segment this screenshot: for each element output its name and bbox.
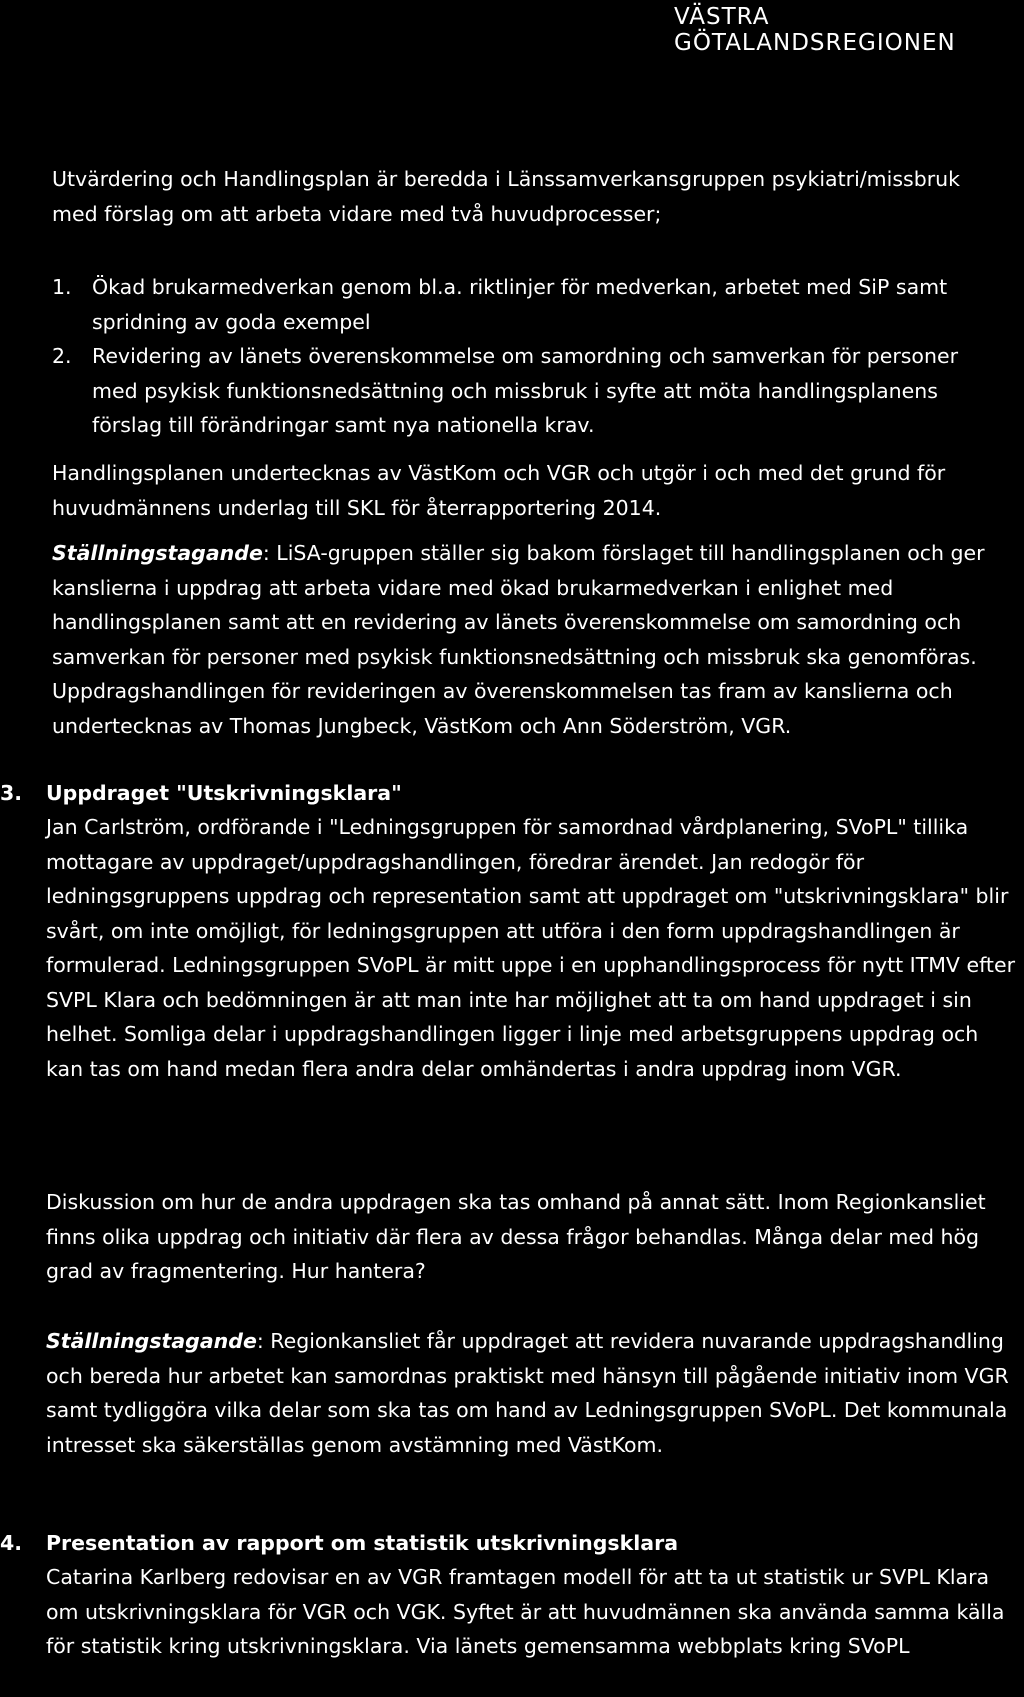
stallningstagande-label: Ställningstagande	[46, 1329, 257, 1353]
logo-line-2: GÖTALANDSREGIONEN	[674, 30, 956, 56]
list-number: 1.	[52, 275, 72, 299]
list-text: Revidering av länets överenskommelse om samordning och samverkan för personer med psykisk funktionsnedsättning och missbruk i syfte att möta handlingsplanens förslag till förändringar samt nya nationella krav.	[92, 344, 959, 437]
diskussion-paragraph: Diskussion om hur de andra uppdragen ska tas omhand på annat sätt. Inom Regionkansliet finns olika uppdrag och initiativ där flera av dessa frågor behandlas. Många delar med hög grad av fragmentering. Hur hantera?	[46, 1190, 986, 1283]
agenda-number: 3.	[0, 781, 23, 805]
agenda-number: 4.	[0, 1531, 23, 1555]
vgr-logo	[674, 4, 956, 56]
list-text: Ökad brukarmedverkan genom bl.a. riktlinjer för medverkan, arbetet med SiP samt spridning av goda exempel	[92, 275, 948, 334]
handlingsplan-paragraph: Handlingsplanen undertecknas av VästKom och VGR och utgör i och med det grund för huvudmännens underlag till SKL för återrapportering 2014.	[52, 461, 946, 520]
stallningstagande-label: Ställningstagande	[52, 541, 263, 565]
agenda-title: Uppdraget "Utskrivningsklara"	[46, 781, 402, 805]
stallningstagande-paragraph-2	[46, 1324, 1016, 1462]
stallningstagande-paragraph	[52, 536, 1012, 743]
stallningstagande-text: : Regionkansliet får uppdraget att revidera nuvarande uppdragshandling och bereda hur arbetet kan samordnas praktiskt med hänsyn till pågående initiativ inom VGR samt tydliggöra vilka delar som ska tas om hand av Ledningsgruppen SVoPL. Det kommunala intresset ska säkerställas genom avstämning med VästKom.	[46, 1329, 1009, 1457]
agenda-title: Presentation av rapport om statistik utskrivningsklara	[46, 1531, 679, 1555]
logo-line-1: VÄSTRA	[674, 4, 770, 30]
agenda-body: Jan Carlström, ordförande i "Ledningsgruppen för samordnad vårdplanering, SVoPL" tillika mottagare av uppdraget/uppdragshandlingen, föredrar ärendet. Jan redogör för ledningsgruppens uppdrag och representation samt att uppdraget om "utskrivningsklara" blir svårt, om inte omöjligt, för ledningsgruppen att utföra i den form uppdragshandlingen är formulerad. Ledningsgruppen SVoPL är mitt uppe i en upphandlingsprocess för nytt ITMV efter SVPL Klara och bedömningen är att man inte har möjlighet att ta om hand uppdraget i sin helhet. Somliga delar i uppdragshandlingen ligger i linje med arbetsgruppens uppdrag och kan tas om hand medan flera andra delar omhändertas i andra uppdrag inom VGR.	[46, 815, 1016, 1081]
stallningstagande-text: : LiSA-gruppen ställer sig bakom förslaget till handlingsplanen och ger kanslierna i uppdrag att arbeta vidare med ökad brukarmedverkan i enlighet med handlingsplanen samt att en revidering av länets överenskommelse om samordning och samverkan för personer med psykisk funktionsnedsättning och missbruk ska genomföras. Uppdragshandlingen för revideringen av överenskommelsen tas fram av kanslierna och undertecknas av Thomas Jungbeck, VästKom och Ann Söderström, VGR.	[52, 541, 985, 738]
list-number: 2.	[52, 344, 72, 368]
agenda-body: Catarina Karlberg redovisar en av VGR framtagen modell för att ta ut statistik ur SVPL Klara om utskrivningsklara för VGR och VGK. Syftet är att huvudmännen ska använda samma källa för statistik kring utskrivningsklara. Via länets gemensamma webbplats kring SVoPL	[46, 1565, 1005, 1658]
intro-paragraph: Utvärdering och Handlingsplan är beredda i Länssamverkansgruppen psykiatri/missbruk med förslag om att arbeta vidare med två huvudprocesser;	[52, 167, 960, 226]
